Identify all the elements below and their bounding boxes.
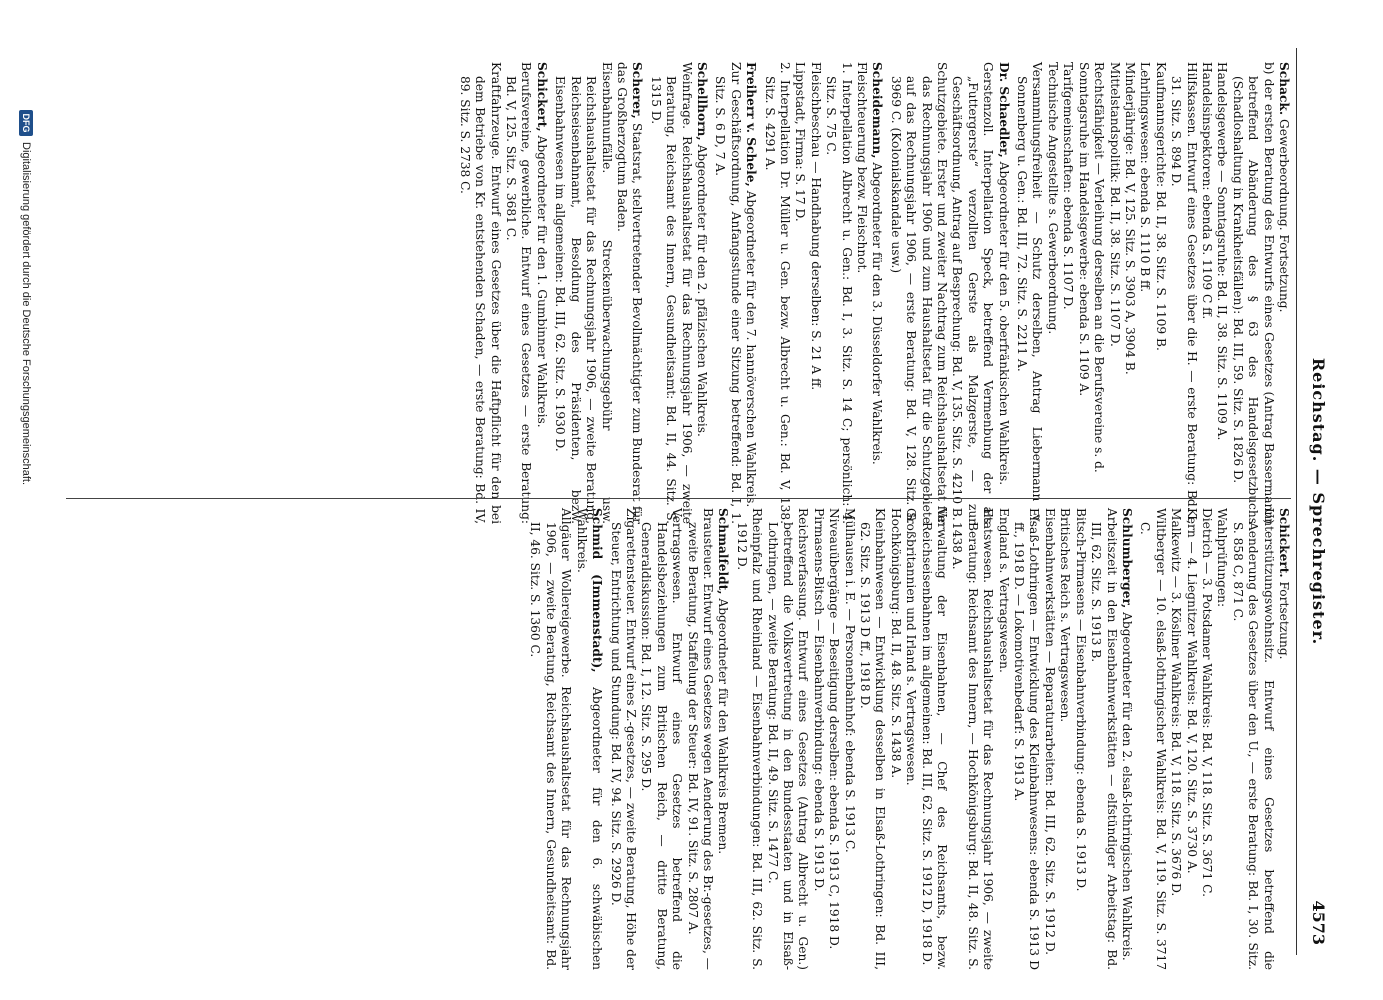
entry-line: Lippstadt, Firma: S. 17 D. bbox=[793, 62, 808, 222]
entry-line: Kleinbahnwesen — Entwicklung desselben in Elsaß-Lothringen: Bd. III, 62. Sitz. S. 1913 D ff., 1918 D. bbox=[858, 508, 888, 970]
entry-line: 1. Interpellation Albrecht u. Gen.: Bd. I, 3. Sitz. S. 14 C; persönlich: 4. Sitz. S. 75 C. bbox=[824, 62, 854, 524]
register-entry bbox=[712, 62, 758, 524]
entry-line: Technische Angestellte s. Gewerbeordnung. bbox=[1045, 62, 1060, 335]
register-entry bbox=[887, 62, 1010, 524]
column-divider bbox=[66, 498, 1291, 499]
entry-line: Rheinpfalz und Rheinland — Eisenbahnverbindungen: Bd. III, 62. Sitz. S. 1912 D. bbox=[734, 508, 765, 970]
entry-line: Abgeordneter für den 2. pfälzischen Wahlkreis. bbox=[694, 144, 709, 437]
entry-line: Gewerbeordnung. Fortsetzung. bbox=[1277, 118, 1291, 313]
page-number: 4573 bbox=[1309, 900, 1328, 945]
entry-line: Malkewitz — 3. Kösliner Wahlkreis: Bd. V, 118. Sitz. S. 3676 D. bbox=[1169, 508, 1184, 897]
entry-line: Abgeordneter für den 5. oberfränkischen Wahlkreis. bbox=[996, 161, 1011, 486]
left-column bbox=[453, 62, 1291, 524]
dfg-logo-icon: DFG bbox=[19, 110, 33, 136]
entry-line: Zur Geschäftsordnung, Anfangsstunde einer Sitzung betreffend: Bd. I, 1. Sitz. S. 6 D, 7 A. bbox=[713, 62, 743, 524]
entry-line: Mülhausen i. E. — Personenbahnhof: ebenda S. 1913 C. bbox=[842, 508, 857, 853]
entry-line: Abgeordneter für den 6. schwäbischen Wahlkreis. bbox=[574, 508, 605, 971]
entry-line: Kraftfahrzeuge. Entwurf eines Gesetzes über die Haftpflicht für den bei dem Betriebe von Kr. entstehenden Schaden, — erste Beratung: Bd. IV, 89. Sitz. S. 2738 C. bbox=[457, 62, 503, 524]
entry-line: Pirmasens-Bitsch — Eisenbahnverbindung: ebenda S. 1913 D. bbox=[811, 508, 826, 892]
entry-line: England s. Vertragswesen. bbox=[996, 508, 1011, 673]
right-column bbox=[524, 508, 1291, 970]
entry-line: Handelsgewerbe — Sonntagsruhe: Bd. II, 38. Sitz. S. 1109 A. bbox=[1215, 62, 1230, 441]
entry-line: Unterstützungswohnsitz. Entwurf eines Gesetzes betreffend die Aenderung des Gesetzes über den U., — erste Beratung: Bd. I, 30. Sitz. S. 858 C, 871 C. bbox=[1230, 508, 1276, 970]
entry-name: Schmalfeldt, bbox=[716, 508, 731, 595]
entry-name: Freiherr v. Schele, bbox=[744, 62, 759, 187]
register-entry bbox=[456, 62, 548, 524]
entry-line: Britisches Reich s. Vertragswesen. bbox=[1058, 508, 1073, 723]
entry-line: 2. Interpellation Dr. Müller u. Gen. bezw. Albrecht u. Gen.: Bd. V, 138. Sitz. S. 4291 A. bbox=[762, 62, 792, 524]
entry-name: Schlumberger, bbox=[1119, 508, 1134, 609]
entry-name: Schickert. bbox=[1277, 508, 1291, 578]
footer-text: Digitalisierung gefördert durch die Deutsche Forschungsgemeinschaft. bbox=[20, 142, 32, 486]
entry-line: Gerstenzoll. Interpellation Speck, betreffend Vermenbung der als „Futtergerste“ verzollten Gerste als Malzgerste, — zur Geschäftsordnung, Antrag auf Besprechung: Bd. V, 135. Sitz. S. 4210 B. bbox=[950, 62, 996, 524]
entry-line: Bitsch-Pirmasens — Eisenbahnverbindung: ebenda S. 1913 D. bbox=[1073, 508, 1088, 892]
entry-line: Abgeordneter für den 3. Düsseldorfer Wahlkreis. bbox=[870, 162, 885, 465]
entry-line: Wiltberger — 10. elsaß-lothringischer Wahlkreis: Bd. V, 119. Sitz. S. 3717 C. bbox=[1138, 508, 1168, 970]
entry-line: Verwaltung der Eisenbahnen, — Chef des Reichsamts, bezw. Reichseisenbahnen im allgemeinen: Bd. III, 62. Sitz. S. 1912 D, 1918 D. bbox=[919, 508, 950, 970]
entry-line: Berufsvereine, gewerbliche. Entwurf eines Gesetzes — erste Beratung: Bd. V, 125. Sitz. S. 3681 C. bbox=[504, 62, 534, 524]
entry-line: Arbeitszeit in den Eisenbahnwerkstätten — elfstündiger Arbeitstag: Bd. III, 62. Sitz. S. 1913 B. bbox=[1089, 508, 1119, 970]
entry-line: Zigarettensteuer. Entwurf eines Z.-gesetzes, — zweite Beratung, Höhe der Steuer, Entrichtung und Stundung: Bd. IV, 94. Sitz. S. 2926 D. bbox=[608, 508, 638, 970]
register-entry bbox=[647, 62, 709, 524]
entry-line: Hilfskassen. Entwurf eines Gesetzes über die H. — erste Beratung: Bd. I, 31. Sitz. S. 894 D. bbox=[1169, 62, 1199, 524]
entry-line: Mittelstandspolitik: Bd. II, 38. Sitz. S. 1107 D. bbox=[1107, 62, 1122, 347]
entry-name: Schack. bbox=[1277, 62, 1291, 116]
entry-line: Abgeordneter für den 2. elsaß-lothringischen Wahlkreis. bbox=[1119, 612, 1134, 961]
entry-line: Vertragswesen. Entwurf eines Gesetzes betreffend die Handelsbeziehungen zum Britischen Reich, — dritte Beratung, Generaldiskussion: Bd. I, 12. Sitz. S. 295 D. bbox=[639, 508, 685, 970]
entry-line: Eisenbahnunfälle. Streckenüberwachungsgebühr usw. Reichshaushaltsetat für das Rechnungsjahr 1906, — zweite Beratung, Reichseisenbahnamt, Besoldung des Präsidenten, bezw. Eisenbahnwesen im allgemeinen: Bd. III, 62. Sitz. S. 1930 D. bbox=[553, 62, 614, 524]
entry-line: Lehrlingswesen: ebenda S. 1110 B ff. bbox=[1138, 62, 1153, 293]
entry-line: Hochkönigsburg: Bd. II, 48. Sitz. S. 1438 A. bbox=[888, 508, 903, 779]
entry-name: Schmid (Immenstadt), bbox=[590, 508, 605, 673]
entry-name: Dr. Schaedler, bbox=[996, 62, 1011, 158]
register-entry bbox=[1137, 508, 1291, 970]
entry-line: Kern — 4. Liegnitzer Wahlkreis: Bd. V, 120. Sitz. S. 3730 A. bbox=[1184, 508, 1199, 874]
entry-line: Tarifgemeinschaften: ebenda S. 1107 D. bbox=[1061, 62, 1076, 310]
entry-line: Etatswesen. Reichshaushaltsetat für das Rechnungsjahr 1906, — zweite Beratung: Reichsamt des Innern, — Hochkönigsburg: Bd. II, 48. Sitz. S. 1438 A. bbox=[950, 508, 996, 970]
entry-name: Schellhorn, bbox=[694, 62, 709, 141]
page-header bbox=[1298, 48, 1328, 955]
entry-line: Weinfrage. Reichshaushaltsetat für das Rechnungsjahr 1906, — zweite Beratung, Reichsamt des Innern, Gesundheitsamt: Bd. II, 44. Sitz. S. 1315 D. bbox=[648, 62, 694, 524]
entry-line: Fortsetzung. bbox=[1277, 581, 1291, 660]
register-entry bbox=[552, 62, 644, 524]
entry-line: Allgäuer Wollereigewerbe. Reichshaushaltsetat für das Rechnungsjahr 1906, — zweite Beratung, Reichsamt des Innern, Gesundheitsamt: Bd. II, 46. Sitz. S. 1360 C. bbox=[528, 508, 574, 970]
register-entry bbox=[761, 62, 884, 524]
entry-line: Kaufmannsgerichte: Bd. II, 38. Sitz. S. 1109 B. bbox=[1153, 62, 1168, 351]
entry-line: Abgeordneter für den Wahlkreis Bremen. bbox=[716, 598, 731, 855]
page-title: Reichstag. — Sprechregister. bbox=[1309, 357, 1328, 646]
entry-line: Wahlprüfungen: bbox=[1215, 508, 1230, 608]
entry-line: Staatsrat, stellvertretender Bevollmächtigter zum Bundesrat für das Großherzogtum Baden. bbox=[614, 62, 645, 524]
entry-line: Großbritannien und Irland s. Vertragswesen. bbox=[904, 508, 919, 786]
entry-name: Scherer, bbox=[630, 62, 645, 119]
entry-line: b) der ersten Beratung des Entwurfs eines Gesetzes (Antrag Bassermann) betreffend Abänderung des § 63 des Handelsgesetzbuchs (Schadloshaltung in Krankheitsfällen): Bd. III, 59. Sitz. S. 1826 D. bbox=[1230, 62, 1276, 524]
entry-line: Abgeordneter für den 1. Gumbinner Wahlkreis. bbox=[534, 135, 549, 428]
entry-line: Dietrich — 3. Potsdamer Wahlkreis: Bd. V, 118. Sitz. S. 3671 C. bbox=[1199, 508, 1214, 897]
register-entry bbox=[527, 508, 604, 970]
footer-credit bbox=[19, 110, 33, 485]
entry-line: Handelsinspektoren: ebenda S. 1109 C ff. bbox=[1199, 62, 1214, 320]
entry-line: Sonntagsruhe im Handelsgewerbe: ebenda S. 1109 A. bbox=[1076, 62, 1091, 397]
entry-line: Abgeordneter für den 7. hannöverschen Wahlkreis. bbox=[744, 190, 759, 508]
entry-name: Scheidemann, bbox=[870, 62, 885, 159]
entry-line: Reichsverfassung. Entwurf eines Gesetzes (Antrag Albrecht u. Gen.) betreffend die Volksvertretung in den Bundesstaaten und in Elsaß-Lothringen, — zweite Beratung: Bd. II, 49. Sitz. S. 1477 C. bbox=[765, 508, 811, 970]
entry-line: Schutzgebiete. Erster und zweiter Nachtrag zum Reichshaushaltsetat für das Rechnungsjahr 1906 und zum Haushaltsetat für die Schutzgebiete auf das Rechnungsjahr 1906, — erste Beratung: Bd. V, 128. Sitz. S. 3969 C. (Kolonialskandale usw.) bbox=[888, 62, 950, 524]
entry-line: Minderjährige: Bd. V, 125. Sitz. S. 3903 A, 3904 B. bbox=[1122, 62, 1137, 375]
entry-line: Rechtsfähigkeit — Verleihung derselben an die Berufsvereine s. d. bbox=[1092, 62, 1107, 473]
register-entry bbox=[607, 508, 730, 970]
entry-line: Fleischteuerung bezw. Fleischnot. bbox=[855, 62, 870, 274]
entry-line: Eisenbahnwerkstätten — Reparaturarbeiten: Bd. III, 62. Sitz. S. 1912 D. bbox=[1042, 508, 1057, 956]
entry-line: Elsaß-Lothringen — Entwicklung des Kleinbahnwesens: ebenda S. 1913 D ff., 1918 D. — Lokomotivenbedarf: S. 1913 A. bbox=[1012, 508, 1042, 970]
entry-line: Versammlungsfreiheit — Schutz derselben, Antrag Liebermann v. Sonnenberg u. Gen.: Bd. III, 72. Sitz. S. 2211 A. bbox=[1015, 62, 1045, 524]
entry-line: Niveauübergänge — Beseitigung derselben: ebenda S. 1913 C, 1918 D. bbox=[827, 508, 842, 950]
register-entry bbox=[1014, 62, 1291, 524]
entry-line: Brausteuer. Entwurf eines Gesetzes wegen Aenderung des Br.-gesetzes, — zweite Beratung, Staffelung der Steuer: Bd. IV, 91. Sitz. S. 2807 A. bbox=[685, 508, 715, 970]
register-entry bbox=[733, 508, 1134, 970]
entry-name: Schickert, bbox=[534, 62, 549, 132]
entry-line: Fleischbeschau — Handhabung derselben: S. 21 A ff. bbox=[808, 62, 823, 391]
header-rule bbox=[1296, 48, 1297, 955]
